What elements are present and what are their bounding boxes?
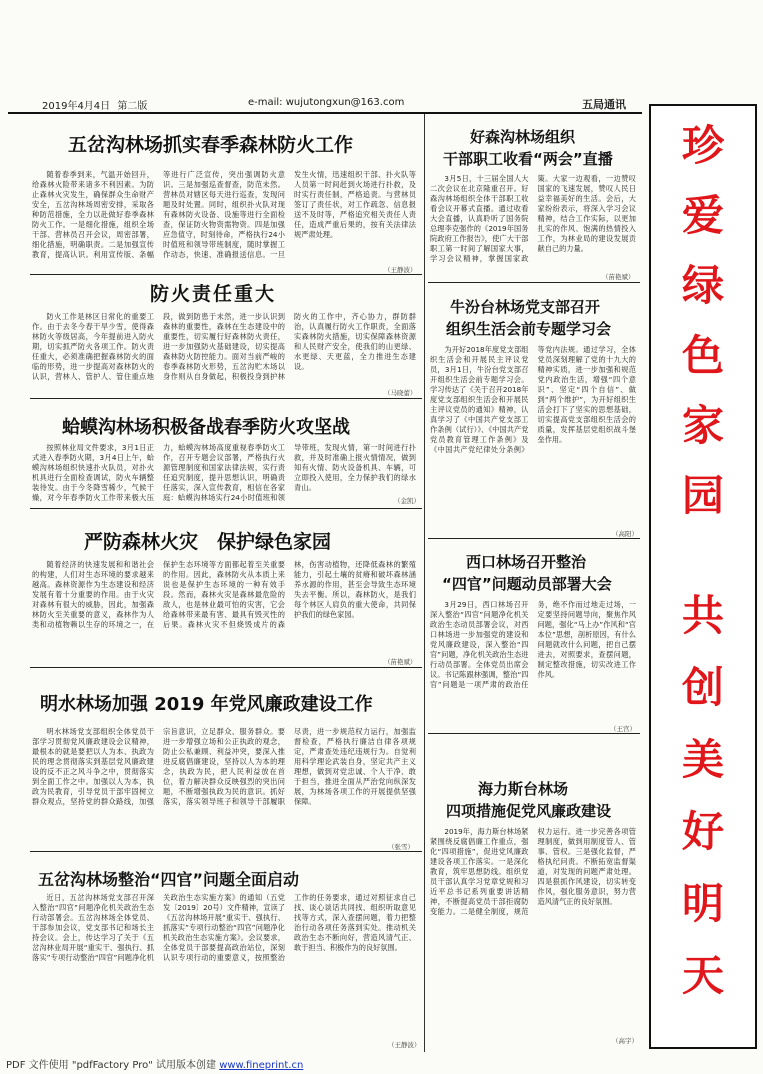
article-body-wuchagou-four-officials [32,893,416,1043]
article-title-mingshui-integrity: 明水林场加强 2019 年党风廉政建设工作 [40,694,373,715]
slogan-char: 天 [681,951,724,1000]
section-rule [428,733,640,734]
article-title-haosengou-line2: 干部职工收看“两会”直播 [443,150,613,168]
article-body-fire-responsibility [32,312,416,392]
section-rule [30,851,422,852]
article-title-hailisitai-line2: 四项措施促党风廉政建设 [446,802,612,820]
article-title-xikou-line1: 西口林场召开整治 [466,553,587,571]
section-rule [30,398,422,399]
section-rule [30,508,422,509]
article-text: 明水林场党支部组织全体党员干部学习贯彻党风廉政建设会议精神，最根本的就是要把以人为本、执政为民的理念贯彻落实到基层党风廉政建设的反不正之风斗争之中，贯彻落实到全面工作之中。加强以人为本，执政为民教育，引导党员干部牢固树立群众观点，坚持党的群众路线，加强宗旨意识，立足群众、服务群众。要进一步增强立场和公正执政的观念，防止公私兼顾、利益冲突，要深入推进反腐倡廉建设，坚持以人为本的理念，执政为民，把人民利益放在首位，着力解决群众反映强烈的突出问题，不断增强执政为民的意识。抓好落实，落实领导班子和领导干部履职尽责，进一步规范权力运行，加强监督检查，严格执行廉洁自律各项规定，严肃查处违纪违规行为。自觉利用科学理论武装自身，坚定共产主义理想，做到对党忠诚、个人干净、敢于担当，推进全面从严治党向纵深发展，为林场各项工作的开展提供坚强保障。 [32,727,416,806]
article-body-niufentai [430,345,636,535]
slogan-banner [649,104,757,1049]
article-title-haosengou-line1: 好森沟林场组织 [470,128,576,146]
slogan-char: 家 [681,401,724,450]
article-text: 随着春季到来，气温开始回升，给森林火险带来诸多不利因素。为防止森林火灾发生，确保群众生命财产安全，五岔沟林场周密安排，采取各种防范措施，全力以赴做好春季森林防火工作。一是细化措施，组织全场干部、营林员召开会议，周密部署，细化措施，明确职责。二是加强宣传教育，提高认识。利用宣传版、条幅等进行广泛宣传，突出强调防火意识。三是加强巡查督查，防范未然。营林员对辖区每天进行巡查，发现问题及时处置。同时，组织扑火队对现有森林防火设备、设施等进行全面检查，保证防火物资需物资。四是加强应急值守，时刻待命，严格执行24小时值班和领导带班制度，随时掌握工作动态，快速、准确报送信息。一旦发生火情，迅速组织干部、扑火队等人员第一时间赶到火场进行扑救，及时实行责任制，严格追责。与营林员签订了责任状，对工作疏忽、信息报送不及时等，严格追究相关责任人责任，造成严重后果的，按有关法律法规严肃处理。 [32,170,416,259]
section-rule [428,538,640,539]
email-address: e-mail: wujutongxun@163.com [248,97,405,108]
slogan-char: 爱 [681,191,724,240]
article-author: （苗艳斌） [602,273,635,281]
article-author: （王静波） [388,1041,421,1049]
article-author: （高宇） [612,1037,638,1045]
article-body-wuchagou-fire [32,170,416,270]
section-rule [428,282,640,283]
footer-link[interactable]: www.fineprint.cn [219,1060,304,1071]
article-title-wuchagou-four-officials: 五岔沟林场整治“四官”问题全面启动 [38,870,300,889]
article-title-hamagou-fire: 蛤蟆沟林场积极备战春季防火攻坚战 [62,417,350,438]
slogan-char: 好 [681,807,724,856]
article-text: 3月29日，西口林场召开深入整治“四官”问题净化机关政治生态动员部署会议，对西口林场进一步加强党的建设和党风廉政建设，深入整治“四官”问题，净化机关政治生态进行动员部署。全体党员出席会议。书记陈跟林强调，整治“四官”问题是一项严肃的政治任务，绝不作而过地走过场，一定要坚持问题导向，聚焦作风问题，强化“马上办”作风和“官本位”思想，剖析原因，有什么问题就改什么问题，把自己摆进去，对照要求，查摆问题，制定整改措施，切实改进工作作风。 [430,600,636,689]
article-body-mingshui-integrity [32,727,416,847]
article-title-fire-responsibility: 防火责任重大 [150,283,277,305]
article-author: （张雪） [388,843,414,851]
slogan-char: 美 [681,735,724,784]
paper-name: 五局通讯 [582,98,626,111]
article-text: 3月5日，十三届全国人大二次会议在北京隆重召开。好森沟林场组织全体干部职工收看会议开幕式直播。通过收看大会直播，认真聆听了国务院总理李克强作的《2019年国务院政府工作报告》，使广大干部职工第一时间了解国家大事，学习会议精神，掌握国家政策。大家一边观看，一边赞叹国家的飞速发展，赞叹人民日益幸福美好的生活。会后，大家纷纷表示，将深入学习会议精神，结合工作实际，以更加扎实的作风、饱满的热情投入工作，为林业局的建设发展贡献自己的力量。 [430,174,636,263]
article-title-wuchagou-fire: 五岔沟林场抓实春季森林防火工作 [68,134,354,156]
slogan-char: 明 [681,879,724,928]
slogan-char: 色 [681,331,724,380]
section-rule [30,667,422,668]
article-body-xikou [430,600,636,728]
pdf-footer [6,1056,303,1071]
article-text: 近日，五岔沟林场党支部召开深入整治“四官”问题净化机关政治生态行动部署会。五岔沟林场全体党员、干部参加会议，党支部书记和场长主持会议。会上，传达学习了关于《五岔沟林业局开展“重实干、强执行、抓落实”专项行动整治“四官”问题净化机关政治生态实施方案》的通知（五党发〔2019〕20号）文件精神，宣读了《五岔沟林场开展“重实干、强执行、抓落实”专项行动整治“四官”问题净化机关政治生态实施方案》。会议要求，全体党员干部要提高政治站位，深刻认识专项行动的重要意义，按照整治工作的任务要求，通过对照征求自己找、谈心谈话共同找、组织听取意见找等方式，深入查摆问题，着力把整治行动各项任务落到实处。推动机关政治生态不断向好，营造风清气正、敢于担当、积极作为的良好氛围。 [32,893,416,962]
article-title-niufentai-line2: 组织生活会前专题学习会 [446,320,612,338]
article-author: （高阳） [612,530,638,538]
article-author: （马晓蕾） [384,389,417,397]
column-divider [424,114,425,1052]
article-text: 按照林业局文件要求，3月1日正式进入春季防火期，3月4日上午，蛤蟆沟林场组织快速扑火队员，对扑火机具进行全面检查调试，防火车辆整装待发。由于今冬降雪稀少，气候干燥，对今年春季防火工作带来极大压力，蛤蟆沟林场高度重视春季防火工作，召开专题会议部署，严格执行火源管理制度和国家法律法规，实行责任追究制度，提升思想认识，明确责任落实，深入宣传教育，相信在各家庭：蛤蟆沟林场实行24小时值班和领导带班，发现火情，第一时间进行扑救，并及时准确上报火情情况，做到知有火情、防火设备机具、车辆，可立即投入使用，全力保护我们的绿水青山。 [32,443,416,502]
article-title-hailisitai-line1: 海力斯台林场 [478,780,569,798]
article-body-prevent-forest-fire [32,560,416,660]
page-number: 第二版 [117,101,148,112]
slogan-char: 园 [681,471,724,520]
header-rule [8,112,642,114]
article-body-haosengou [430,174,636,282]
date-text: 2019年4月4日 [42,101,111,112]
section-rule [30,274,422,275]
article-text: 为开好2018年度党支部组织生活会和开展民主评议党员，3月1日，牛汾台党支部召开组织生活会前专题学习会。学习传达了《关于召开2018年度党支部组织生活会和开展民主评议党员的通知》精神，认真学习了《中国共产党支部工作条例（试行）》、《中国共产党党员教育管理工作条例》及《中国共产党纪律处分条例》等党内法规。通过学习，全体党员深刻理解了党的十九大的精神实质，进一步加强和规范党内政治生活，增强“四个意识”、坚定“四个自信”、做到“两个维护”，为开好组织生活会打下了坚实的思想基础，切实提高党支部组织生活会的质量，发挥基层党组织战斗堡垒作用。 [430,345,636,454]
slogan-char: 共 [681,591,724,640]
slogan-char: 绿 [681,261,724,310]
article-title-xikou-line2: “四官”问题动员部署大会 [442,575,612,593]
article-author: （金凯） [394,497,420,505]
article-title-niufentai-line1: 牛汾台林场党支部召开 [450,298,601,316]
slogan-char: 珍 [681,121,724,170]
slogan-char: 创 [681,663,724,712]
issue-date [42,97,147,112]
article-text: 随着经济的快速发展和和谐社会的构建，人们对生态环境的要求越来越高。森林资源作为生态建设和经济发展有着十分重要的作用。由于火灾对森林有很大的威胁，因此，加强森林防火至关重要的意义，森林作为人类和动植物赖以生存的环境之一，在保护生态环境等方面都起着至关重要的作用。因此，森林防火从本质上来说也是保护生态环境的一种有效手段。然而，森林火灾是森林最危险的敌人，也是林业最可怕的灾害，它会给森林带来最有害、最具有毁灭性的后果。森林火灾不但烧毁成片的森林，伤害动植物，还降低森林的繁殖能力，引起土壤的贫瘠和破坏森林涵养水源的作用，甚至会导致生态环境失去平衡。所以，森林防火，是我们每个林区人肩负的重大使命，共同保护我们的绿色家园。 [32,560,416,629]
article-text: 2019年，海力斯台林场紧紧围绕反腐倡廉工作重点，强化“四项措施”，促进党风廉政建设各项工作落实。一是深化教育，筑牢思想防线。组织党员干部认真学习党章党规和习近平总书记系列重要讲话精神，不断提高党员干部拒腐防变能力。二是健全制度，规范权力运行。进一步完善各项管理制度，做到用制度管人、管事、管权。三是强化监督，严格执纪问责。不断拓宽监督渠道，对发现的问题严肃处理。四是狠抓作风建设，切实转变作风，强化服务意识，努力营造风清气正的良好氛围。 [430,827,636,916]
article-text: 防火工作是林区日常化的重要工作。由于去冬今春干旱少雪，使得森林防火等级居高，今年提前进入防火期，切实抓严防火各项工作。防火责任重大，必须准确把握森林防火的面临的形势，进一步提高对森林防火的认识，营林人、管护人、管住重点地段，做到防患于未然，进一步认识到森林的重要性，森林在生态建设中的重要性，切实履行好森林防火责任，进一步加强防火基础建设，切实提高森林防火防控能力。面对当前严峻的春季森林防火形势，五岔沟贮木场以身作则从自身做起，积极投身到护林防火的工作中，齐心协力，群防群治，认真履行防火工作职责，全面落实森林防火措施，切实保障森林资源和人民财产安全，使我们的山更绿、水更绿、天更蓝，全力推进生态建设。 [32,312,416,381]
article-body-hailisitai [430,827,636,1039]
footer-text: PDF 文件使用 "pdfFactory Pro" 试用版本创建 [6,1060,220,1071]
article-title-prevent-forest-fire: 严防森林火灾 保护绿色家园 [84,531,332,553]
article-author: （王宫） [610,725,636,733]
article-author: （苗艳斌） [384,658,417,666]
article-author: （王静波） [384,266,417,274]
article-body-hamagou-fire [32,443,416,503]
